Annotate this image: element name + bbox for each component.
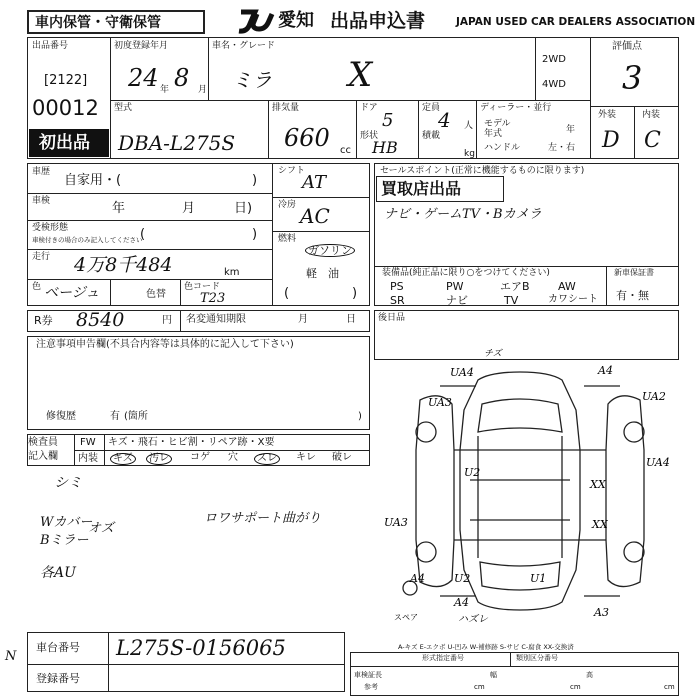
equipment-pw: PW	[446, 280, 464, 293]
interior-label: 内装	[642, 110, 661, 120]
usage-value: 自家用・(	[64, 173, 122, 188]
form-spec-label: 形式指定番号	[422, 654, 464, 662]
inspector-note-lower-support: ロワサポート曲がり	[204, 511, 322, 526]
chassis-label: 車台番号	[36, 641, 80, 654]
diagram-mark-u1: U1	[530, 572, 547, 585]
lot-label: 出品番号	[32, 41, 69, 51]
chassis-value: L275S-0156065	[116, 636, 286, 660]
fuel-paren-close: )	[352, 286, 358, 301]
load-label: 積載	[422, 131, 441, 141]
registration-number-label: 登録番号	[36, 672, 80, 685]
margin-mark: N	[5, 649, 17, 664]
sales-headline-box	[376, 176, 504, 202]
shape-label: 形状	[360, 131, 379, 141]
dealer-label: ディーラー・並行	[480, 103, 552, 113]
diagram-mark-u2-rear: U2	[454, 572, 471, 585]
diagram-mark-a4-rear: A4	[410, 572, 425, 585]
length-label: 車検証長	[354, 671, 382, 679]
equipment-sr: SR	[390, 294, 405, 307]
fuel-diesel: 軽 油	[306, 267, 339, 280]
association-name: JAPAN USED CAR DEALERS ASSOCIATION	[456, 16, 696, 28]
form-title: 出品申込書	[330, 10, 426, 32]
registration-month: 8	[174, 64, 190, 92]
inspector-note-oz: オズ	[88, 521, 114, 536]
mileage-label: 走行	[32, 252, 51, 262]
inspection-label: 車検	[32, 196, 51, 206]
diagram-spare: スペア	[394, 613, 418, 622]
first-listing-badge	[29, 129, 109, 157]
car-diagram	[380, 340, 680, 640]
handle-options: 左・右	[548, 143, 576, 153]
inspector-fw: FW	[80, 437, 96, 448]
inspection-year: 年	[112, 201, 126, 216]
interior-item-kire: キレ	[296, 452, 316, 463]
inspector-note-bmirror: Bミラー	[40, 533, 89, 548]
shift-label: シフト	[278, 166, 306, 176]
interior-item-yabure: 破レ	[332, 452, 352, 463]
name-change-month: 月	[298, 314, 308, 325]
doors-value: 5	[382, 110, 394, 131]
interior-item-yogore: 汚レ	[146, 453, 172, 465]
aircon-value: AC	[300, 204, 330, 228]
class-label: 類別区分番号	[516, 654, 558, 662]
diagram-mark-xx-upper: XX	[590, 478, 606, 491]
color-label: 色	[32, 282, 42, 292]
diagram-mark-chizu: チズ	[484, 349, 502, 359]
diagram-mark-ua4-front: UA4	[450, 366, 474, 379]
score-value: 3	[622, 59, 643, 97]
car-name-label: 車名・グレード	[212, 41, 276, 51]
usage-label: 車歴	[32, 167, 51, 177]
equipment-aw: AW	[558, 280, 576, 293]
load-unit: kg	[464, 149, 475, 159]
inspection-day: 日)	[234, 201, 253, 216]
fuel-gasoline: ガソリン	[305, 244, 355, 257]
storage-note: 車内保管・守衛保管	[35, 15, 161, 31]
inspector-label: 検査員	[28, 437, 58, 448]
first-listing-label: 初出品	[39, 133, 90, 153]
spec-box	[350, 652, 679, 696]
diagram-mark-hazure: ハズレ	[458, 614, 488, 625]
car-outline	[380, 340, 680, 640]
recycle-value: 8540	[76, 309, 125, 331]
registration-year-unit: 年	[160, 85, 170, 95]
diagram-mark-a4-front: A4	[598, 364, 613, 377]
handle-label: ハンドル	[484, 143, 521, 153]
sales-note: ナビ・ゲームTV・Bカメラ	[384, 207, 542, 222]
mileage-unit: km	[224, 267, 240, 278]
lot-code: [2122]	[44, 73, 88, 88]
aircon-label: 冷房	[278, 200, 297, 210]
interior-item-ana: 穴	[228, 452, 238, 463]
repair-label: 修復歴	[46, 411, 76, 422]
capacity-unit: 人	[464, 121, 474, 131]
drive-4wd: 4WD	[542, 79, 566, 90]
equipment-grid	[376, 279, 604, 306]
after-fit-label: 後日品	[378, 313, 406, 323]
diagram-mark-ua2-right: UA2	[642, 390, 666, 403]
height-label: 高	[586, 671, 593, 679]
inspector-note-wcover: Wカバー	[40, 515, 93, 530]
equipment-label: 装備品(純正品に限り○をつけてください)	[382, 268, 550, 278]
shape-value: HB	[372, 138, 398, 157]
color-code: T23	[200, 291, 226, 306]
displacement-label: 排気量	[272, 103, 300, 113]
lot-number: 00012	[32, 96, 99, 120]
inspector-interior: 内装	[78, 453, 98, 464]
registration-month-unit: 月	[198, 85, 208, 95]
acceptance-sublabel: 車検付きの場合のみ記入してください	[32, 236, 143, 244]
displacement-unit: cc	[340, 145, 351, 156]
registration-year: 24	[128, 64, 159, 92]
shift-value: AT	[302, 172, 327, 193]
storage-note-box	[27, 10, 205, 34]
acceptance-open: (	[140, 227, 146, 242]
interior-item-sure: スレ	[254, 453, 280, 465]
diagram-mark-ua3-lower: UA3	[384, 516, 408, 529]
sales-headline: 買取店出品	[381, 179, 462, 198]
width-label: 幅	[490, 671, 497, 679]
inspector-extra: シミ	[54, 475, 82, 491]
notes-box	[27, 336, 370, 430]
notes-label: 注意事項申告欄(不具合内容等は具体的に記入して下さい)	[36, 339, 294, 350]
inspector-sublabel: 記入欄	[28, 451, 58, 462]
equipment-tv: TV	[504, 294, 519, 307]
repair-close: )	[358, 411, 362, 422]
diagram-legend: A-キズ E-エクボ U-凹み W-補修跡 S-サビ C-腐食 XX-交換済	[398, 643, 574, 651]
equipment-ps: PS	[390, 280, 404, 293]
mileage-value: 4万8千484	[74, 254, 173, 276]
equipment-navi: ナビ	[446, 294, 468, 307]
capacity-label: 定員	[422, 103, 441, 113]
model-label: 型式	[114, 103, 133, 113]
model-value: DBA-L275S	[118, 131, 236, 155]
ju-logo	[235, 8, 275, 34]
acceptance-label: 受検形態	[32, 223, 69, 233]
diagram-mark-xx-lower: XX	[592, 518, 608, 531]
exterior-value: D	[602, 128, 620, 153]
recycle-label: R券	[34, 314, 53, 327]
diagram-mark-ua3-left: UA3	[428, 396, 452, 409]
interior-item-kizu: キズ	[110, 453, 136, 465]
unit-1: cm	[474, 683, 485, 691]
name-change-day: 日	[346, 314, 356, 325]
inspector-note-au: 各AU	[40, 565, 76, 581]
acceptance-close: )	[252, 227, 258, 242]
capacity-value: 4	[438, 108, 451, 132]
diagram-mark-u2-left: U2	[464, 466, 481, 479]
diagram-mark-a3: A3	[594, 606, 609, 619]
fuel-label: 燃料	[278, 234, 297, 244]
unit-3: cm	[664, 683, 675, 691]
displacement-value: 660	[284, 124, 330, 152]
unit-2: cm	[570, 683, 581, 691]
registration-label: 初度登録年月	[114, 41, 169, 51]
drive-2wd: 2WD	[542, 54, 566, 65]
interior-value: C	[644, 128, 661, 153]
usage-close: )	[252, 173, 258, 188]
interior-items	[110, 453, 368, 466]
exterior-label: 外装	[598, 110, 617, 120]
equipment-seat: カワシート	[548, 294, 598, 305]
fuel-paren-open: (	[284, 286, 290, 301]
color-exchange-label: 色替	[146, 289, 166, 300]
ju-logo-mark	[235, 8, 275, 34]
inspection-month: 月	[182, 201, 196, 216]
model-year-label: モデル年式	[484, 119, 511, 139]
warranty-label: 新車保証書	[614, 268, 654, 277]
score-label: 評価点	[612, 41, 642, 52]
repair-value: 有	[110, 411, 120, 422]
inspector-fw-items: キズ・飛石・ヒビ割・リペア跡・X要	[108, 437, 275, 448]
diagram-mark-ua4-right: UA4	[646, 456, 670, 469]
ref-1: 参考	[364, 683, 378, 691]
recycle-unit: 円	[162, 315, 172, 326]
car-grade: X	[348, 55, 373, 95]
model-year-unit: 年	[566, 125, 576, 135]
diagram-mark-a4-bottom: A4	[454, 596, 469, 609]
name-change-label: 名変通知期限	[186, 314, 246, 325]
warranty-value: 有・無	[616, 289, 649, 302]
doors-label: ドア	[360, 103, 378, 113]
repair-place: (箇所	[124, 411, 148, 422]
car-name: ミラ	[232, 68, 272, 92]
interior-item-koge: コゲ	[190, 452, 210, 463]
equipment-airbag: エアB	[500, 280, 530, 293]
sales-point-label: セールスポイント(正常に機能するものに限ります)	[380, 166, 585, 176]
logo-text: 愛知	[278, 10, 314, 31]
color-value: ベージュ	[44, 285, 100, 301]
color-code-label: 色コード	[184, 282, 221, 292]
